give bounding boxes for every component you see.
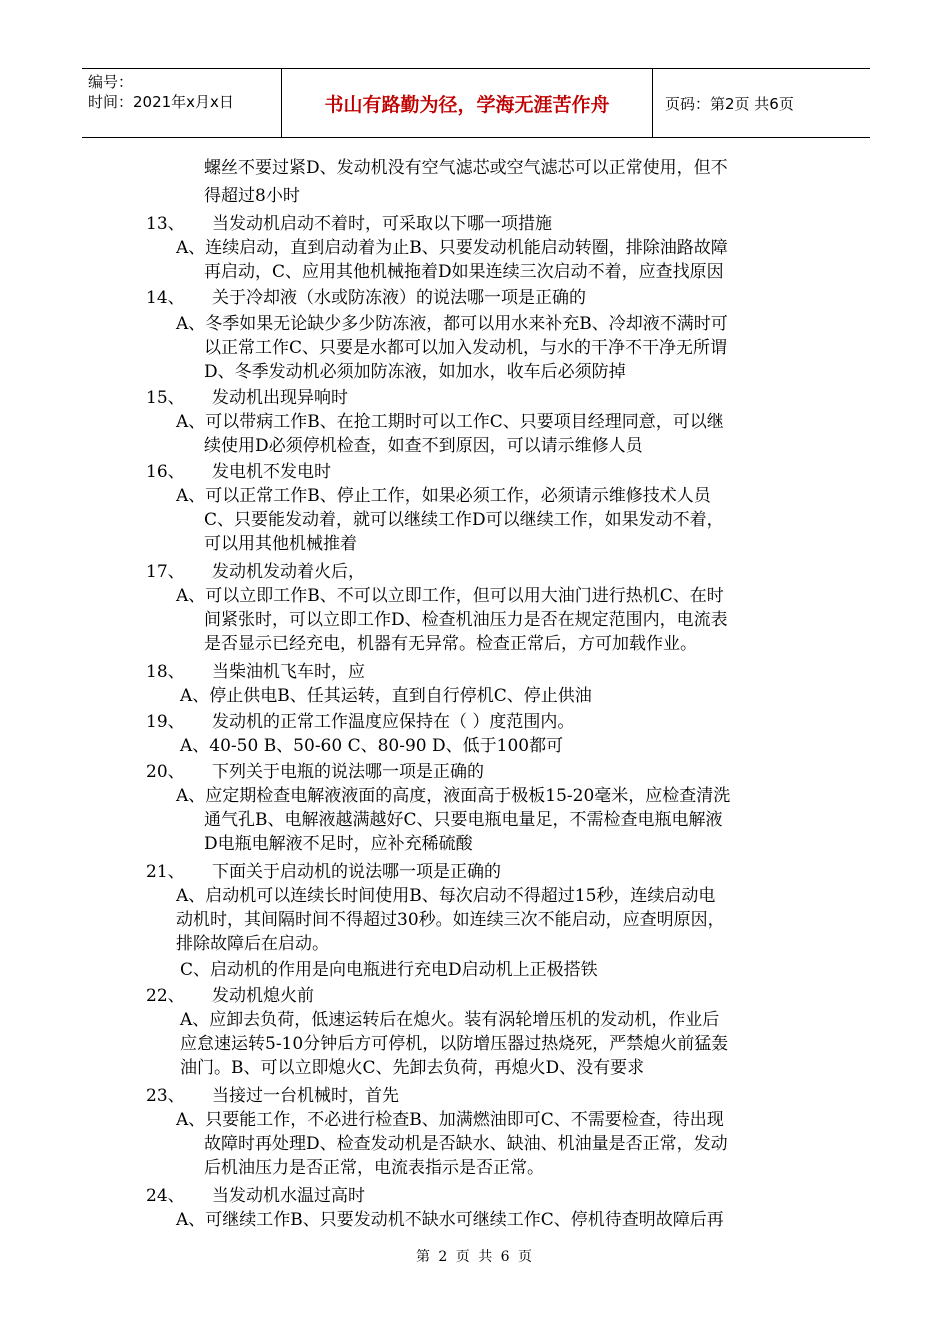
question-number: 18、 xyxy=(146,662,185,682)
document-code: 编号： xyxy=(88,73,134,91)
answer-line: 是否显示已经充电，机器有无异常。检查正常后，方可加载作业。 xyxy=(204,634,697,654)
question-number: 22、 xyxy=(146,986,185,1006)
answer-line: A、冬季如果无论缺少多少防冻液，都可以用水来补充B、冷却液不满时可 xyxy=(176,314,728,334)
question-text: 下列关于电瓶的说法哪一项是正确的 xyxy=(212,762,484,782)
answer-line: 故障时再处理D、检查发动机是否缺水、缺油、机油量是否正常，发动 xyxy=(204,1134,728,1154)
question-number: 19、 xyxy=(146,712,185,732)
answer-line: 可以用其他机械推着 xyxy=(204,534,357,554)
question-text: 下面关于启动机的说法哪一项是正确的 xyxy=(212,862,501,882)
answer-line: 后机油压力是否正常，电流表指示是否正常。 xyxy=(204,1158,544,1178)
answer-line: A、启动机可以连续长时间使用B、每次启动不得超过15秒，连续启动电 xyxy=(176,886,716,906)
question-text: 当接过一台机械时，首先 xyxy=(212,1086,399,1106)
answer-line: 油门。B、可以立即熄火C、先卸去负荷，再熄火D、没有要求 xyxy=(180,1058,645,1078)
answer-line: A、可继续工作B、只要发动机不缺水可继续工作C、停机待查明故障后再 xyxy=(176,1210,724,1230)
answer-line: 排除故障后在启动。 xyxy=(176,934,329,954)
header-motto: 书山有路勤为径，学海无涯苦作舟 xyxy=(282,69,653,137)
answer-line: D电瓶电解液不足时，应补充稀硫酸 xyxy=(204,834,473,854)
answer-line: A、连续启动，直到启动着为止B、只要发动机能启动转圈，排除油路故障 xyxy=(176,238,728,258)
answer-line: A、可以立即工作B、不可以立即工作，但可以用大油门进行热机C、在时 xyxy=(176,586,724,606)
answer-line: A、只要能工作，不必进行检查B、加满燃油即可C、不需要检查，待出现 xyxy=(176,1110,724,1130)
question-text: 发动机出现异响时 xyxy=(212,388,348,408)
question-text: 当柴油机飞车时，应 xyxy=(212,662,365,682)
answer-line: C、只要能发动着，就可以继续工作D可以继续工作，如果发动不着， xyxy=(204,510,724,530)
answer-line: C、启动机的作用是向电瓶进行充电D启动机上正极搭铁 xyxy=(180,960,598,980)
header-meta xyxy=(82,69,282,137)
question-text: 当发动机启动不着时，可采取以下哪一项措施 xyxy=(212,214,552,234)
answer-line: 得超过8小时 xyxy=(204,186,300,206)
question-text: 发动机熄火前 xyxy=(212,986,314,1006)
question-text: 发动机的正常工作温度应保持在（ ）度范围内。 xyxy=(212,712,575,732)
question-number: 24、 xyxy=(146,1186,185,1206)
document-date: 时间：2021年x月x日 xyxy=(88,93,234,111)
question-text: 关于冷却液（水或防冻液）的说法哪一项是正确的 xyxy=(212,288,586,308)
question-text: 发电机不发电时 xyxy=(212,462,331,482)
answer-line: 以正常工作C、只要是水都可以加入发动机，与水的干净不干净无所谓 xyxy=(204,338,728,358)
question-number: 23、 xyxy=(146,1086,185,1106)
answer-line: A、可以带病工作B、在抢工期时可以工作C、只要项目经理同意，可以继 xyxy=(176,412,724,432)
page-footer: 第 2 页 共 6 页 xyxy=(415,1249,535,1265)
answer-line: A、应定期检查电解液液面的高度，液面高于极板15-20毫米，应检查清洗 xyxy=(176,786,731,806)
question-text: 当发动机水温过高时 xyxy=(212,1186,365,1206)
question-number: 21、 xyxy=(146,862,185,882)
answer-line: 间紧张时，可以立即工作D、检查机油压力是否在规定范围内，电流表 xyxy=(204,610,728,630)
answer-line: A、应卸去负荷，低速运转后在熄火。装有涡轮增压机的发动机，作业后 xyxy=(180,1010,720,1030)
question-number: 17、 xyxy=(146,562,185,582)
header-page-number: 页码：第2页 共6页 xyxy=(665,94,794,113)
question-number: 14、 xyxy=(146,288,185,308)
question-number: 13、 xyxy=(146,214,185,234)
answer-line: A、可以正常工作B、停止工作，如果必须工作，必须请示维修技术人员 xyxy=(176,486,711,506)
answer-line: A、40-50 B、50-60 C、80-90 D、低于100都可 xyxy=(180,736,564,756)
question-number: 16、 xyxy=(146,462,185,482)
page-header xyxy=(82,68,870,138)
answer-line: A、停止供电B、任其运转，直到自行停机C、停止供油 xyxy=(180,686,592,706)
answer-line: 应怠速运转5-10分钟后方可停机，以防增压器过热烧死，严禁熄火前猛轰 xyxy=(180,1034,729,1054)
answer-line: 续使用D必须停机检查，如查不到原因，可以请示维修人员 xyxy=(204,436,643,456)
answer-line: 螺丝不要过紧D、发动机没有空气滤芯或空气滤芯可以正常使用，但不 xyxy=(204,158,728,178)
question-number: 15、 xyxy=(146,388,185,408)
question-text: 发动机发动着火后， xyxy=(212,562,365,582)
answer-line: 动机时，其间隔时间不得超过30秒。如连续三次不能启动，应查明原因， xyxy=(176,910,725,930)
answer-line: 再启动，C、应用其他机械拖着D如果连续三次启动不着，应查找原因 xyxy=(204,262,724,282)
question-number: 20、 xyxy=(146,762,185,782)
answer-line: D、冬季发动机必须加防冻液，如加水，收车后必须防掉 xyxy=(204,362,626,382)
answer-line: 通气孔B、电解液越满越好C、只要电瓶电量足，不需检查电瓶电解液 xyxy=(204,810,723,830)
